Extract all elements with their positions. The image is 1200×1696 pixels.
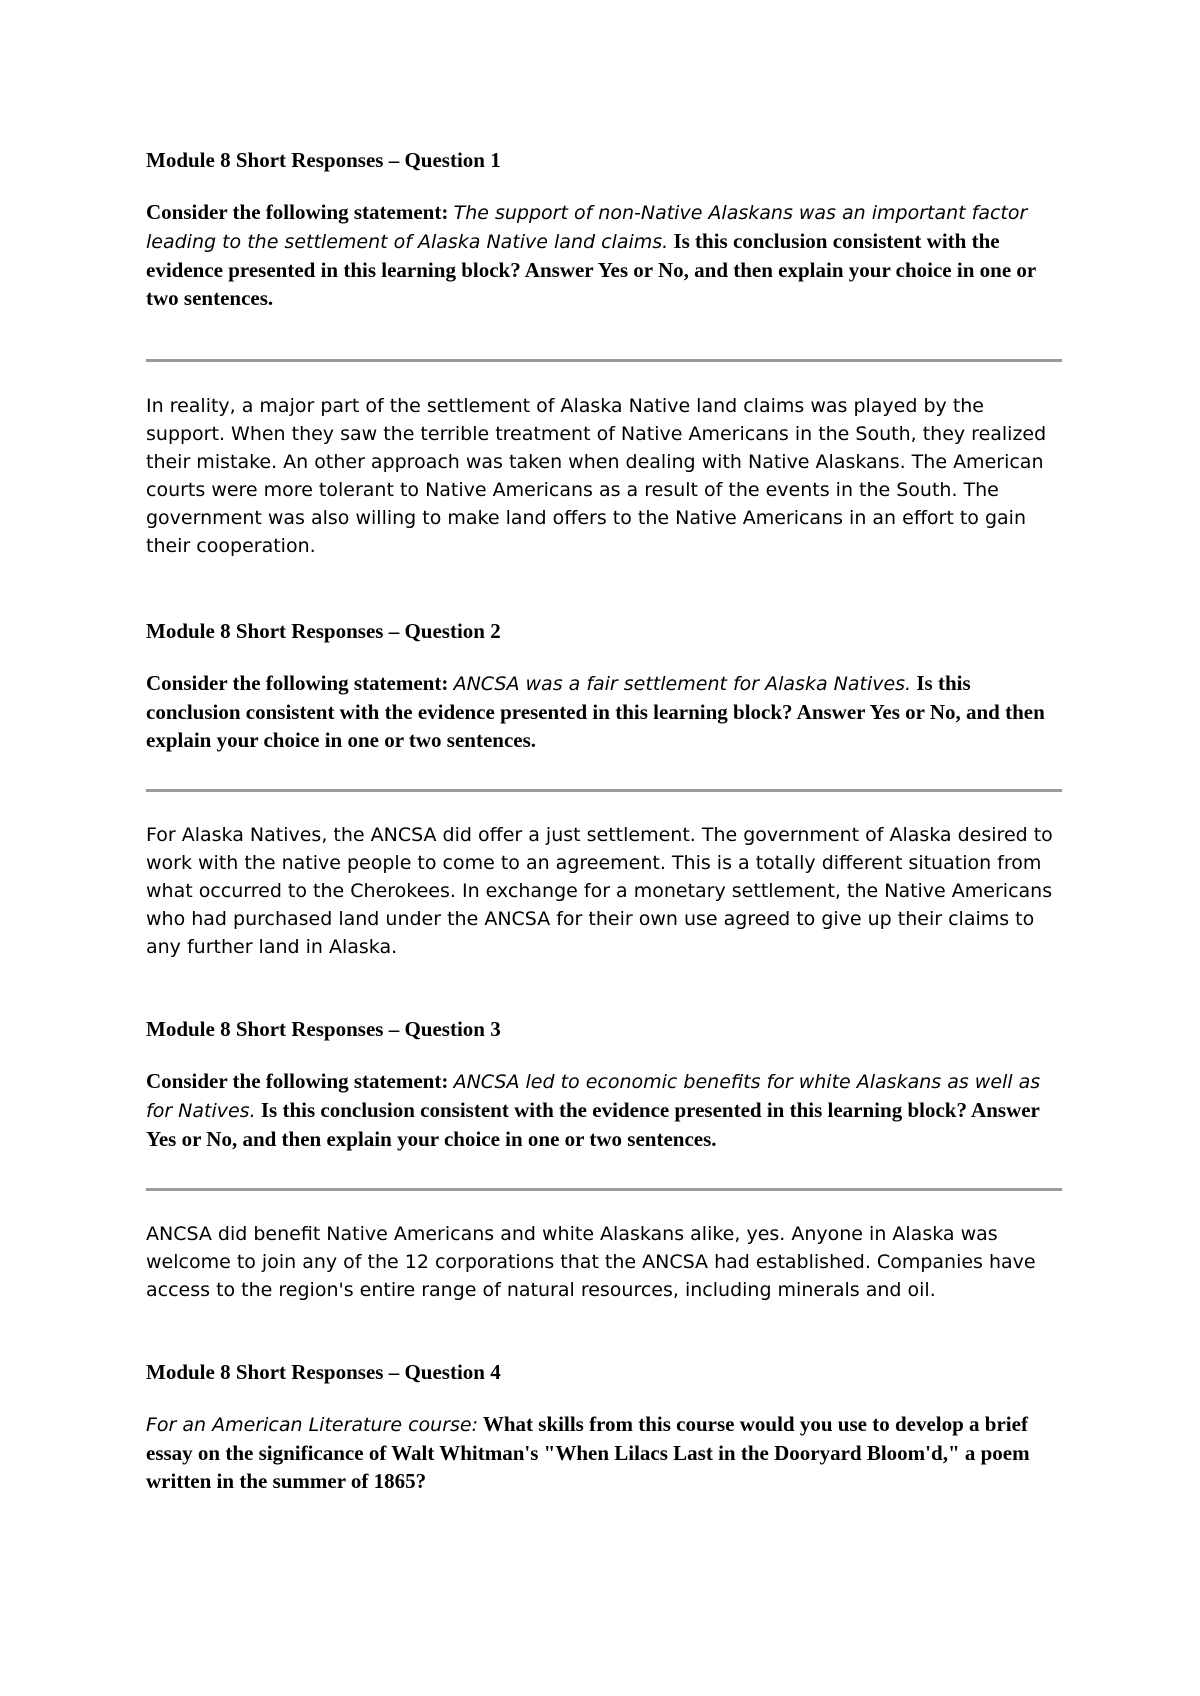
question-3-heading: Module 8 Short Responses – Question 3	[146, 1017, 501, 1041]
question-3-answer: ANCSA did benefit Native Americans and white Alaskans alike, yes. Anyone in Alaska was welcome to join any of the 12 corporations that the ANCSA had established. Companies have access to the region's entire range of natural resources, including minerals and oil.	[146, 1223, 1036, 1301]
question-1-prompt	[146, 198, 1062, 312]
question-4-prompt	[146, 1410, 1062, 1495]
question-2-prompt	[146, 669, 1062, 754]
answer-divider	[146, 359, 1062, 362]
question-4-instructions: What skills from this course would you use to develop a brief essay on the significance of Walt Whitman's "When Lilacs Last in the Dooryard Bloom'd," a poem written in the summer of 1865?	[146, 1412, 1030, 1493]
question-1-instructions: Is this conclusion consistent with the evidence presented in this learning block? Answer Yes or No, and then explain your choice in one or two sentences.	[146, 229, 1036, 310]
question-1-lead: Consider the following statement:	[146, 200, 449, 224]
question-2-heading: Module 8 Short Responses – Question 2	[146, 619, 501, 643]
question-4	[146, 1358, 1062, 1495]
question-3-lead: Consider the following statement:	[146, 1069, 449, 1093]
document-content	[146, 146, 1062, 1495]
answer-divider	[146, 789, 1062, 792]
question-1-heading: Module 8 Short Responses – Question 1	[146, 148, 501, 172]
question-4-heading: Module 8 Short Responses – Question 4	[146, 1360, 501, 1384]
answer-divider	[146, 1188, 1062, 1191]
question-4-lead: For an American Literature course:	[146, 1414, 478, 1436]
question-1-statement: The support of non-Native Alaskans was an important factor leading to the settlement of Alaska Native land claims.	[146, 202, 1028, 253]
question-3	[146, 1015, 1062, 1304]
question-2-instructions: Is this conclusion consistent with the evidence presented in this learning block? Answer Yes or No, and then explain your choice in one or two sentences.	[146, 671, 1045, 752]
question-1-answer: In reality, a major part of the settlement of Alaska Native land claims was played by the support. When they saw the terrible treatment of Native Americans in the South, they realized their mistake. An other approach was taken when dealing with Native Alaskans. The American courts were more tolerant to Native Americans as a result of the events in the South. The government was also willing to make land offers to the Native Americans in an effort to gain their cooperation.	[146, 395, 1047, 557]
question-2	[146, 617, 1062, 961]
question-1	[146, 146, 1062, 560]
question-3-statement: ANCSA led to economic benefits for white Alaskans as well as for Natives.	[146, 1071, 1041, 1122]
question-3-instructions: Is this conclusion consistent with the evidence presented in this learning block? Answer Yes or No, and then explain your choice in one or two sentences.	[146, 1098, 1040, 1151]
question-2-answer: For Alaska Natives, the ANCSA did offer a just settlement. The government of Alaska desired to work with the native people to come to an agreement. This is a totally different situation from what occurred to the Cherokees. In exchange for a monetary settlement, the Native Americans who had purchased land under the ANCSA for their own use agreed to give up their claims to any further land in Alaska.	[146, 824, 1053, 958]
question-2-lead: Consider the following statement:	[146, 671, 449, 695]
question-2-statement: ANCSA was a fair settlement for Alaska Natives.	[453, 673, 912, 695]
question-3-prompt	[146, 1067, 1062, 1153]
